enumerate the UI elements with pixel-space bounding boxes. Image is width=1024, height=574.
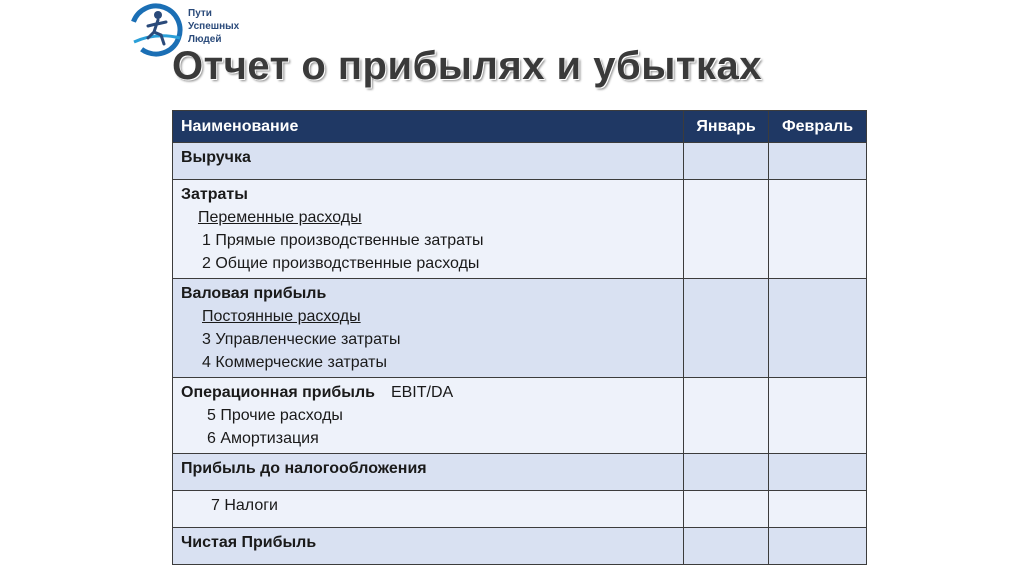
revenue-label: Выручка bbox=[181, 149, 251, 166]
table-row bbox=[173, 454, 867, 491]
cell-february[interactable] bbox=[769, 279, 867, 378]
row-gross-profit bbox=[173, 279, 684, 378]
other-expenses-label: 5 Прочие расходы bbox=[207, 407, 343, 424]
table-row bbox=[173, 180, 867, 279]
ebitda-label: EBIT/DA bbox=[390, 384, 454, 401]
costs-label: Затраты bbox=[181, 186, 248, 203]
row-taxes bbox=[173, 491, 684, 528]
table-row bbox=[173, 378, 867, 454]
row-operating-profit bbox=[173, 378, 684, 454]
direct-costs-label: 1 Прямые производственные затраты bbox=[202, 232, 484, 249]
cell-january[interactable] bbox=[684, 528, 769, 565]
cell-january[interactable] bbox=[684, 454, 769, 491]
cell-january[interactable] bbox=[684, 491, 769, 528]
header-january: Январь bbox=[684, 111, 769, 143]
table-header-row bbox=[173, 111, 867, 143]
row-costs bbox=[173, 180, 684, 279]
row-revenue bbox=[173, 143, 684, 180]
header-name: Наименование bbox=[173, 111, 684, 143]
logo-text bbox=[188, 7, 239, 46]
amortization-label: 6 Амортизация bbox=[207, 430, 319, 447]
management-costs-label: 3 Управленческие затраты bbox=[202, 331, 401, 348]
variable-costs-label: Переменные расходы bbox=[198, 209, 362, 226]
cell-february[interactable] bbox=[769, 180, 867, 279]
commercial-costs-label: 4 Коммерческие затраты bbox=[202, 354, 388, 371]
table-row bbox=[173, 528, 867, 565]
cell-february[interactable] bbox=[769, 143, 867, 180]
cell-february[interactable] bbox=[769, 491, 867, 528]
page-title: Отчет о прибылях и убытках bbox=[172, 44, 762, 88]
gross-profit-label: Валовая прибыль bbox=[181, 285, 327, 302]
cell-january[interactable] bbox=[684, 180, 769, 279]
table-row bbox=[173, 143, 867, 180]
net-profit-label: Чистая Прибыль bbox=[181, 534, 317, 551]
cell-january[interactable] bbox=[684, 143, 769, 180]
logo-line: Успешных bbox=[188, 21, 240, 32]
logo-line: Пути bbox=[188, 8, 212, 19]
operating-profit-label: Операционная прибыль bbox=[181, 384, 375, 401]
table-row bbox=[173, 491, 867, 528]
row-net-profit bbox=[173, 528, 684, 565]
overhead-costs-label: 2 Общие производственные расходы bbox=[202, 255, 480, 272]
table-row bbox=[173, 279, 867, 378]
cell-february[interactable] bbox=[769, 378, 867, 454]
row-pretax-profit bbox=[173, 454, 684, 491]
taxes-label: 7 Налоги bbox=[211, 497, 278, 514]
header-february: Февраль bbox=[769, 111, 867, 143]
cell-february[interactable] bbox=[769, 454, 867, 491]
cell-february[interactable] bbox=[769, 528, 867, 565]
income-statement-table bbox=[172, 110, 867, 565]
logo-line: Людей bbox=[188, 34, 222, 45]
pretax-profit-label: Прибыль до налогообложения bbox=[181, 460, 427, 477]
cell-january[interactable] bbox=[684, 279, 769, 378]
fixed-costs-label: Постоянные расходы bbox=[202, 308, 361, 325]
cell-january[interactable] bbox=[684, 378, 769, 454]
